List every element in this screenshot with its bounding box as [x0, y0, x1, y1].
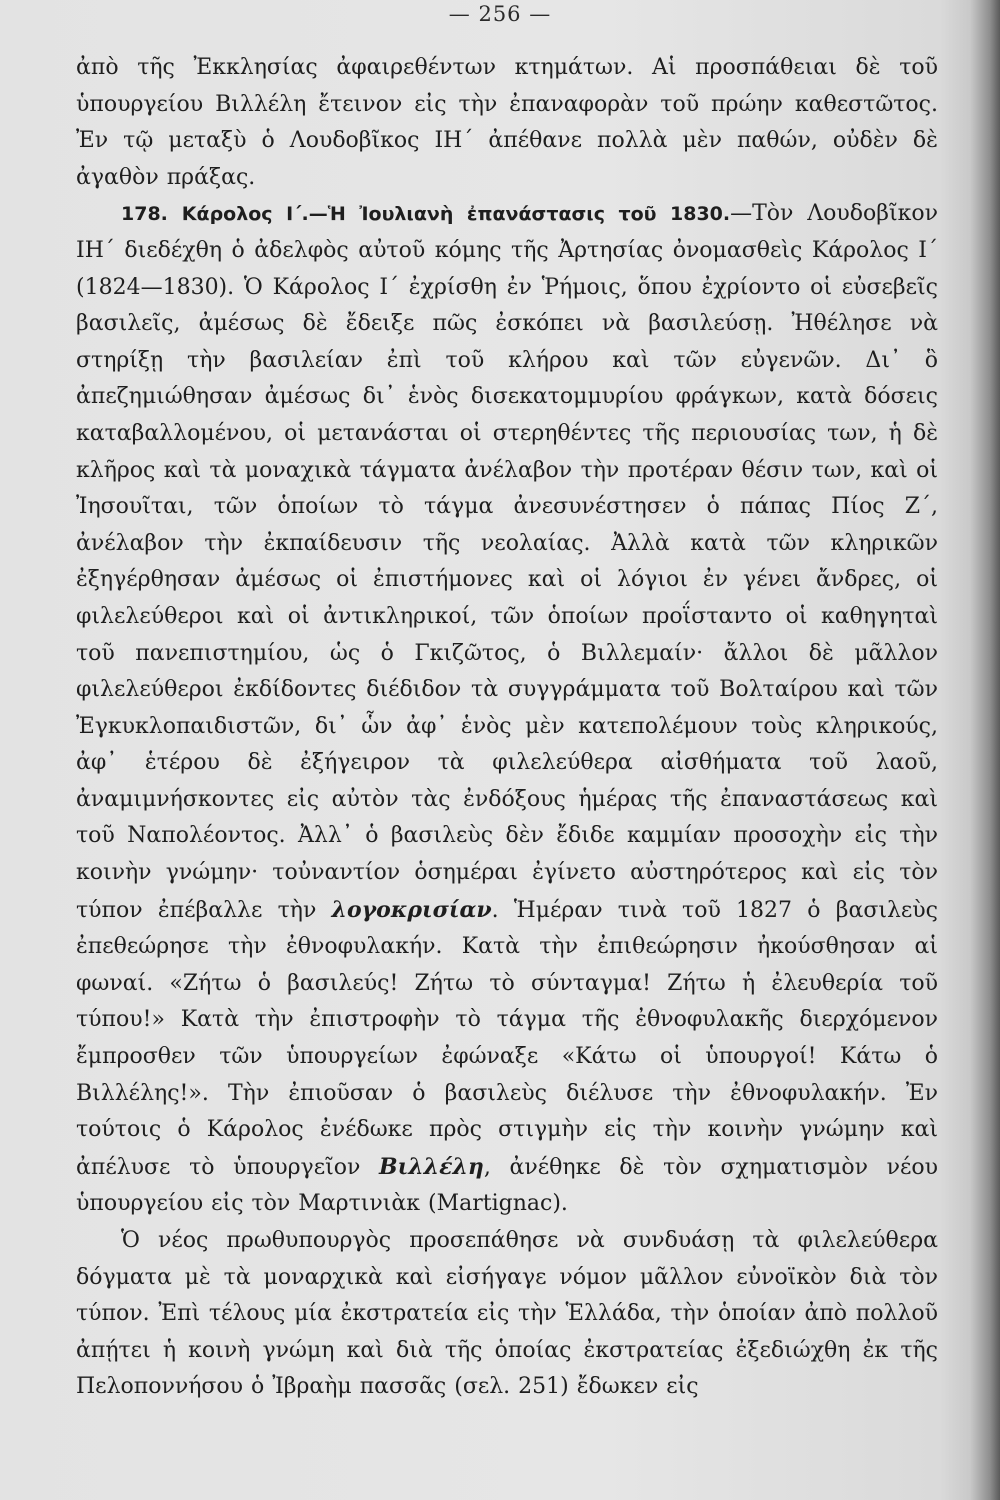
section-number: 178.: [121, 203, 168, 226]
page-number: — 256 —: [448, 2, 552, 26]
paragraph-continuation: ἀπὸ τῆς Ἐκκλησίας ἀφαιρεθέντων κτημάτων. Αἱ προσπάθειαι δὲ τοῦ ὑπουργείου Βιλλέλη ἔτεινον εἰς τὴν ἐπαναφορὰν τοῦ πρώην καθεστῶτος. Ἐν τῷ μεταξὺ ὁ Λουδοβῖκος ΙΗ΄ ἀπέθανε πολλὰ μὲν παθών, οὐδὲν δὲ ἀγαθὸν πράξας.: [76, 55, 938, 190]
page-body: [76, 50, 938, 1406]
emphasis-name: Βιλλέλη: [379, 1153, 484, 1180]
paragraph-text-e: , ἀνέθηκε δὲ τὸν σχηματισμὸν νέου ὑπουργείου εἰς τὸν Μαρτινιὰκ (Martignac).: [76, 1154, 938, 1217]
emphasis-term: λογοκρισίαν: [331, 896, 492, 923]
section-title: Κάρολος Ι΄.—Ἡ Ἰουλιανὴ ἐπανάστασις τοῦ 1830.: [181, 203, 731, 226]
paragraph-section-178: [76, 196, 938, 1223]
paragraph-final: Ὁ νέος πρωθυπουργὸς προσεπάθησε νὰ συνδυάσῃ τὰ φιλελεύθερα δόγματα μὲ τὰ μοναρχικὰ καὶ εἰσήγαγε νόμον μᾶλλον εὐνοϊκὸν διὰ τὸν τύπον. Ἐπὶ τέλους μία ἐκστρατεία εἰς τὴν Ἑλλάδα, τὴν ὁποίαν ἀπὸ πολλοῦ ἀπῄτει ἡ κοινὴ γνώμη καὶ διὰ τῆς ὁποίας ἐκστρατείας ἐξεδιώχθη ἐκ τῆς Πελοποννήσου ὁ Ἰβραὴμ πασσᾶς (σελ. 251) ἔδωκεν εἰς: [76, 1228, 938, 1400]
paragraph-text-a: —Τὸν Λουδοβῖκον ΙΗ΄ διεδέχθη ὁ ἀδελφὸς αὐτοῦ κόμης τῆς Ἀρτησίας ὀνομασθεὶς Κάρολος Ι΄ (1824—1830). Ὁ Κάρολος Ι΄ ἐχρίσθη ἐν Ῥήμοις, ὅπου ἐχρίοντο οἱ εὐσεβεῖς βασιλεῖς, ἀμέσως δὲ ἔδειξε πῶς ἐσκόπει νὰ βασιλεύσῃ. Ἠθέλησε νὰ στηρίξῃ τὴν βασιλείαν ἐπὶ τοῦ κλήρου καὶ τῶν εὐγενῶν. Δι᾽ ὃ ἀπεζημιώθησαν ἀμέσως δι᾽ ἑνὸς δισεκατομμυρίου φράγκων, κατὰ δόσεις καταβαλλομένου, οἱ μετανάσται οἱ στερηθέντες τῆς περιουσίας των, ἡ δὲ κλῆρος καὶ τὰ μοναχικὰ τάγματα ἀνέλαβον τὴν προτέραν θέσιν των, καὶ οἱ Ἰησουῖται, τῶν ὁποίων τὸ τάγμα ἀνεσυνέστησεν ὁ πάπας Πίος Ζ΄, ἀνέλαβον τὴν ἐκπαίδευσιν τῆς νεολαίας. Ἀλλὰ κατὰ τῶν κληρικῶν ἐξηγέρθησαν ἀμέσως οἱ ἐπιστήμονες καὶ οἱ λόγιοι ἐν γένει ἄνδρες, οἱ φιλελεύθεροι καὶ οἱ ἀντικληρικοί, τῶν ὁποίων προΐσταντο οἱ καθηγηταὶ τοῦ πανεπιστημίου, ὡς ὁ Γκιζῶτος, ὁ Βιλλεμαίν· ἄλλοι δὲ μᾶλλον φιλελεύθεροι ἐκδίδοντες διέδιδον τὰ συγγράμματα τοῦ Βολταίρου καὶ τῶν Ἐγκυκλοπαιδιστῶν, δι᾽ ὧν ἀφ᾽ ἑνὸς μὲν κατεπολέμουν τοὺς κληρικούς, ἀφ᾽ ἑτέρου δὲ ἐξήγειρον τὰ φιλελεύθερα αἰσθήματα τοῦ λαοῦ, ἀναμιμνήσκοντες εἰς αὐτὸν τὰς ἐνδόξους ἡμέρας τῆς ἐπαναστάσεως καὶ τοῦ Ναπολέοντος. Ἀλλ᾽ ὁ βασιλεὺς δὲν ἔδιδε καμμίαν προσοχὴν εἰς τὴν κοινὴν γνώμην· τοὐναντίον ὁσημέραι ἐγίνετο αὐστηρότερος καὶ εἰς τὸν τύπον ἐπέβαλλε τὴν: [76, 201, 939, 923]
paragraph-text-c: . Ἡμέραν τινὰ τοῦ 1827 ὁ βασιλεὺς ἐπεθεώρησε τὴν ἐθνοφυλακήν. Κατὰ τὴν ἐπιθεώρησιν ἠκούσθησαν αἱ φωναί. «Ζήτω ὁ βασιλεύς! Ζήτω τὸ σύνταγμα! Ζήτω ἡ ἐλευθερία τοῦ τύπου!» Κατὰ τὴν ἐπιστροφὴν τὸ τάγμα τῆς ἐθνοφυλακῆς διερχόμενον ἔμπροσθεν τῶν ὑπουργείων ἐφώναξε «Κάτω οἱ ὑπουργοί! Κάτω ὁ Βιλλέλης!». Τὴν ἐπιοῦσαν ὁ βασιλεὺς διέλυσε τὴν ἐθνοφυλακήν. Ἐν τούτοις ὁ Κάρολος ἐνέδωκε πρὸς στιγμὴν εἰς τὴν κοινὴν γνώμην καὶ ἀπέλυσε τὸ ὑπουργεῖον: [76, 897, 938, 1180]
